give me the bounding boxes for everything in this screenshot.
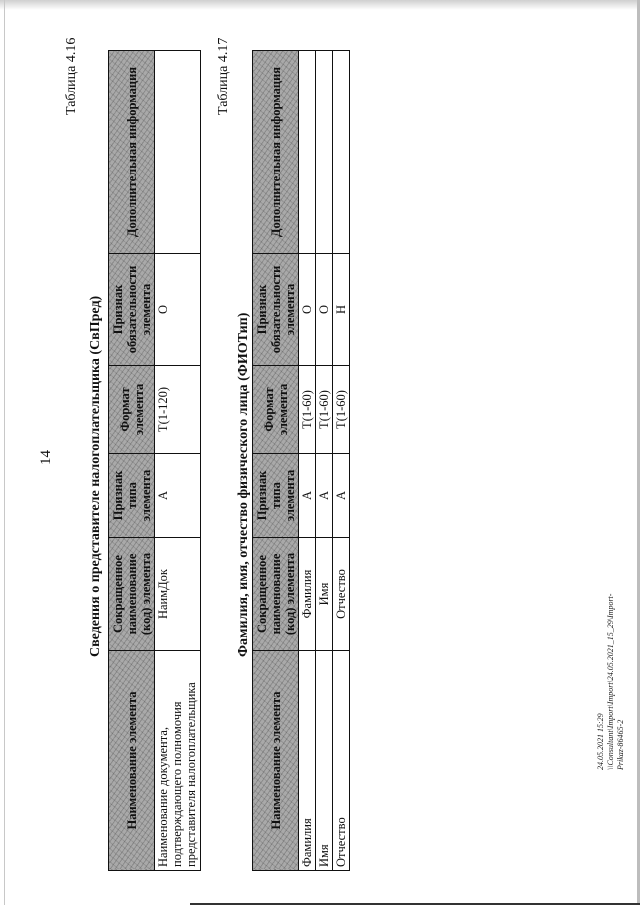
table1-title: Сведения о представителе налогоплательщика (СвПред) (88, 295, 103, 657)
table-row (333, 51, 350, 871)
table2-header-cell: Формат элемента (253, 366, 299, 454)
table1 (108, 50, 201, 871)
table-row (316, 51, 333, 871)
table-row (155, 51, 201, 871)
table1-header-cell: Дополнительная информация (109, 51, 155, 254)
table1-header-cell: Наименование элемента (109, 651, 155, 871)
table2-header-row (253, 51, 299, 871)
table-cell: Наименование документа, подтверждающего полномочия представителя налогоплательщика (155, 651, 201, 871)
table-cell: А (333, 454, 350, 538)
table-cell: А (155, 454, 201, 538)
table-cell: Отчество (333, 651, 350, 871)
table-cell: А (316, 454, 333, 538)
table-cell: Н (333, 254, 350, 366)
table2-label: Таблица 4.17 (216, 37, 231, 115)
table-cell: T(1-60) (299, 366, 316, 454)
table1-header-cell: Признак обязательности элемента (109, 254, 155, 366)
page-number: 14 (38, 450, 54, 465)
table-cell (299, 51, 316, 254)
table-cell (333, 51, 350, 254)
table-cell: T(1-120) (155, 366, 201, 454)
table-cell: Отчество (333, 538, 350, 651)
table-cell: А (299, 454, 316, 538)
table-cell: Имя (316, 538, 333, 651)
table-cell: Фамилия (299, 538, 316, 651)
table-cell: T(1-60) (316, 366, 333, 454)
table2-header-cell: Признак типа элемента (253, 454, 299, 538)
table1-header-row (109, 51, 155, 871)
table2-header-cell: Дополнительная информация (253, 51, 299, 254)
table2-header-cell: Наименование элемента (253, 651, 299, 871)
table1-header-cell: Признак типа элемента (109, 454, 155, 538)
footer-path: \\Consultant\Import\Import\24.05.2021_15_29\Import-Prikaz-86465-2 (606, 593, 625, 770)
table-row (299, 51, 316, 871)
table2 (252, 50, 350, 871)
table2-title: Фамилия, имя, отчество физического лица (ФИОТип) (236, 312, 251, 657)
table2-header-cell: Сокращенное наименование (код) элемента (253, 538, 299, 651)
table-cell (316, 51, 333, 254)
table-cell: Фамилия (299, 651, 316, 871)
table-cell: T(1-60) (333, 366, 350, 454)
table-cell: О (299, 254, 316, 366)
table-cell: Имя (316, 651, 333, 871)
table1-header-cell: Сокращенное наименование (код) элемента (109, 538, 155, 651)
table-cell (155, 51, 201, 254)
table2-header-cell: Признак обязательности элемента (253, 254, 299, 366)
table1-header-cell: Формат элемента (109, 366, 155, 454)
table-cell: О (316, 254, 333, 366)
table-cell: НаимДок (155, 538, 201, 651)
footer-date: 24.05.2021 15:29 (596, 713, 605, 770)
table1-label: Таблица 4.16 (64, 37, 79, 115)
table-cell: О (155, 254, 201, 366)
footer-stamp (596, 594, 626, 770)
